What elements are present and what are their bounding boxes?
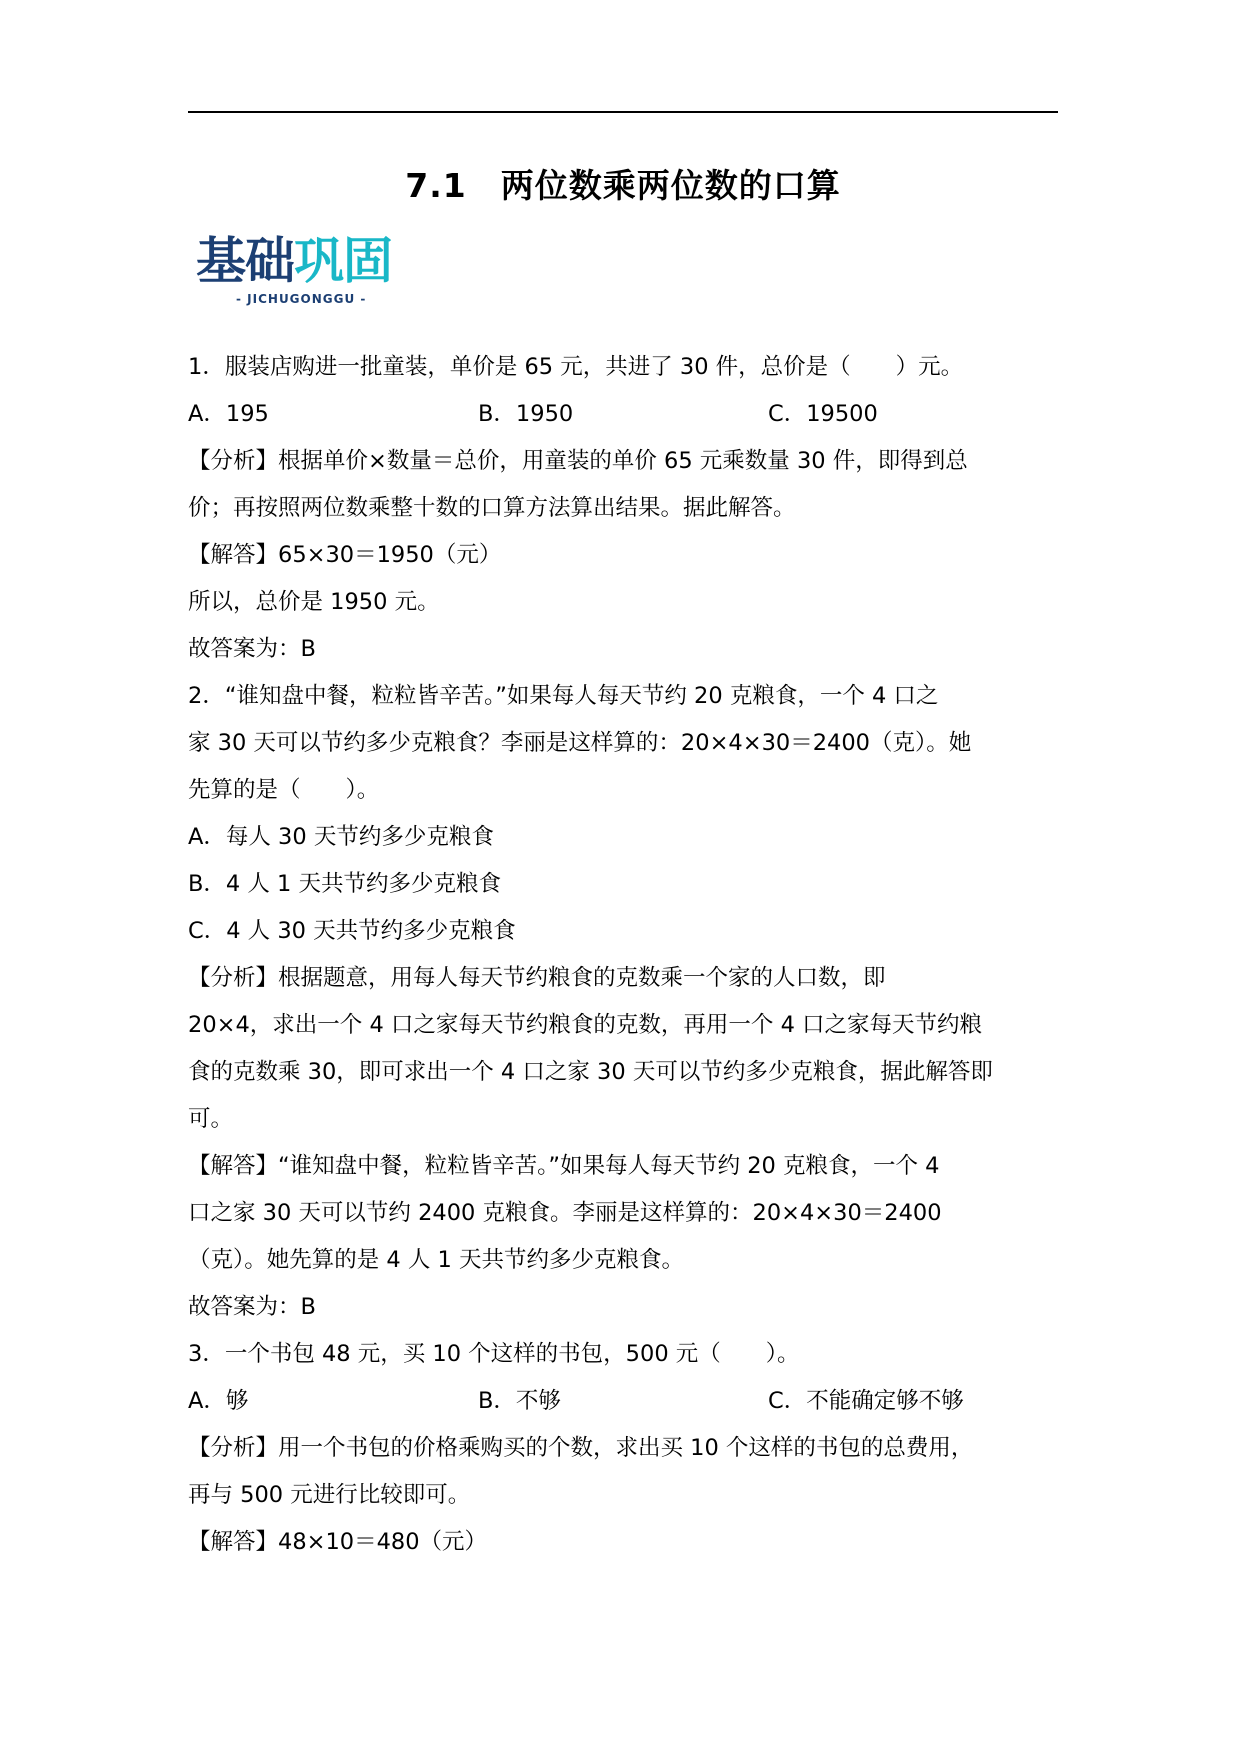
q2-solution-line: 口之家 30 天可以节约 2400 克粮食。李丽是这样算的：20×4×30＝2400 bbox=[188, 1200, 942, 1226]
q3-solution-line: 【解答】48×10＝480（元） bbox=[188, 1529, 488, 1555]
q2-stem-line: 先算的是（ ）。 bbox=[188, 777, 380, 803]
q3-option-c: C．不能确定够不够 bbox=[768, 1388, 964, 1414]
header-rule bbox=[188, 111, 1058, 113]
q2-option-b: B．4 人 1 天共节约多少克粮食 bbox=[188, 871, 502, 897]
q3-analysis-line: 再与 500 元进行比较即可。 bbox=[188, 1482, 471, 1508]
q1-options bbox=[188, 391, 1064, 438]
logo-text-dark: 基础 bbox=[196, 232, 294, 290]
q2-solution-line: （克）。她先算的是 4 人 1 天共节约多少克粮食。 bbox=[188, 1247, 684, 1273]
page-title: 7.1 两位数乘两位数的口算 bbox=[405, 166, 841, 205]
section-logo bbox=[196, 232, 416, 310]
q2-analysis-line: 【分析】根据题意，用每人每天节约粮食的克数乘一个家的人口数，即 bbox=[188, 965, 886, 991]
q1-answer: 故答案为：B bbox=[188, 636, 316, 662]
q2-stem-line: 2．“谁知盘中餐，粒粒皆辛苦。”如果每人每天节约 20 克粮食，一个 4 口之 bbox=[188, 683, 939, 709]
q3-options bbox=[188, 1378, 1064, 1425]
q1-option-a: A．195 bbox=[188, 401, 269, 427]
logo-pinyin: - JICHUGONGGU - bbox=[236, 292, 367, 306]
document-body bbox=[188, 344, 1064, 1566]
logo-chinese-text bbox=[196, 232, 392, 290]
q1-analysis-line: 【分析】根据单价×数量＝总价，用童装的单价 65 元乘数量 30 件，即得到总 bbox=[188, 448, 968, 474]
q2-analysis-line: 食的克数乘 30，即可求出一个 4 口之家 30 天可以节约多少克粮食，据此解答即 bbox=[188, 1059, 993, 1085]
logo-text-teal: 巩固 bbox=[294, 232, 392, 290]
q2-answer: 故答案为：B bbox=[188, 1294, 316, 1320]
q1-analysis-line: 价；再按照两位数乘整十数的口算方法算出结果。据此解答。 bbox=[188, 495, 796, 521]
q1-solution-line: 所以，总价是 1950 元。 bbox=[188, 589, 440, 615]
q1-option-b: B．1950 bbox=[478, 401, 574, 427]
q2-analysis-line: 20×4，求出一个 4 口之家每天节约粮食的克数，再用一个 4 口之家每天节约粮 bbox=[188, 1012, 983, 1038]
q1-stem: 1．服装店购进一批童装，单价是 65 元，共进了 30 件，总价是（ ）元。 bbox=[188, 354, 964, 380]
q2-analysis-line: 可。 bbox=[188, 1106, 234, 1132]
q2-stem-line: 家 30 天可以节约多少克粮食？李丽是这样算的：20×4×30＝2400（克）。她 bbox=[188, 730, 972, 756]
q1-option-c: C．19500 bbox=[768, 401, 878, 427]
q3-option-a: A．够 bbox=[188, 1388, 249, 1414]
q2-option-c: C．4 人 30 天共节约多少克粮食 bbox=[188, 918, 516, 944]
q3-analysis-line: 【分析】用一个书包的价格乘购买的个数，求出买 10 个这样的书包的总费用， bbox=[188, 1435, 974, 1461]
q3-option-b: B．不够 bbox=[478, 1388, 561, 1414]
q1-solution-line: 【解答】65×30＝1950（元） bbox=[188, 542, 502, 568]
q2-solution-line: 【解答】“谁知盘中餐，粒粒皆辛苦。”如果每人每天节约 20 克粮食，一个 4 bbox=[188, 1153, 940, 1179]
q3-stem: 3．一个书包 48 元，买 10 个这样的书包，500 元（ ）。 bbox=[188, 1341, 800, 1367]
q2-option-a: A．每人 30 天节约多少克粮食 bbox=[188, 824, 494, 850]
